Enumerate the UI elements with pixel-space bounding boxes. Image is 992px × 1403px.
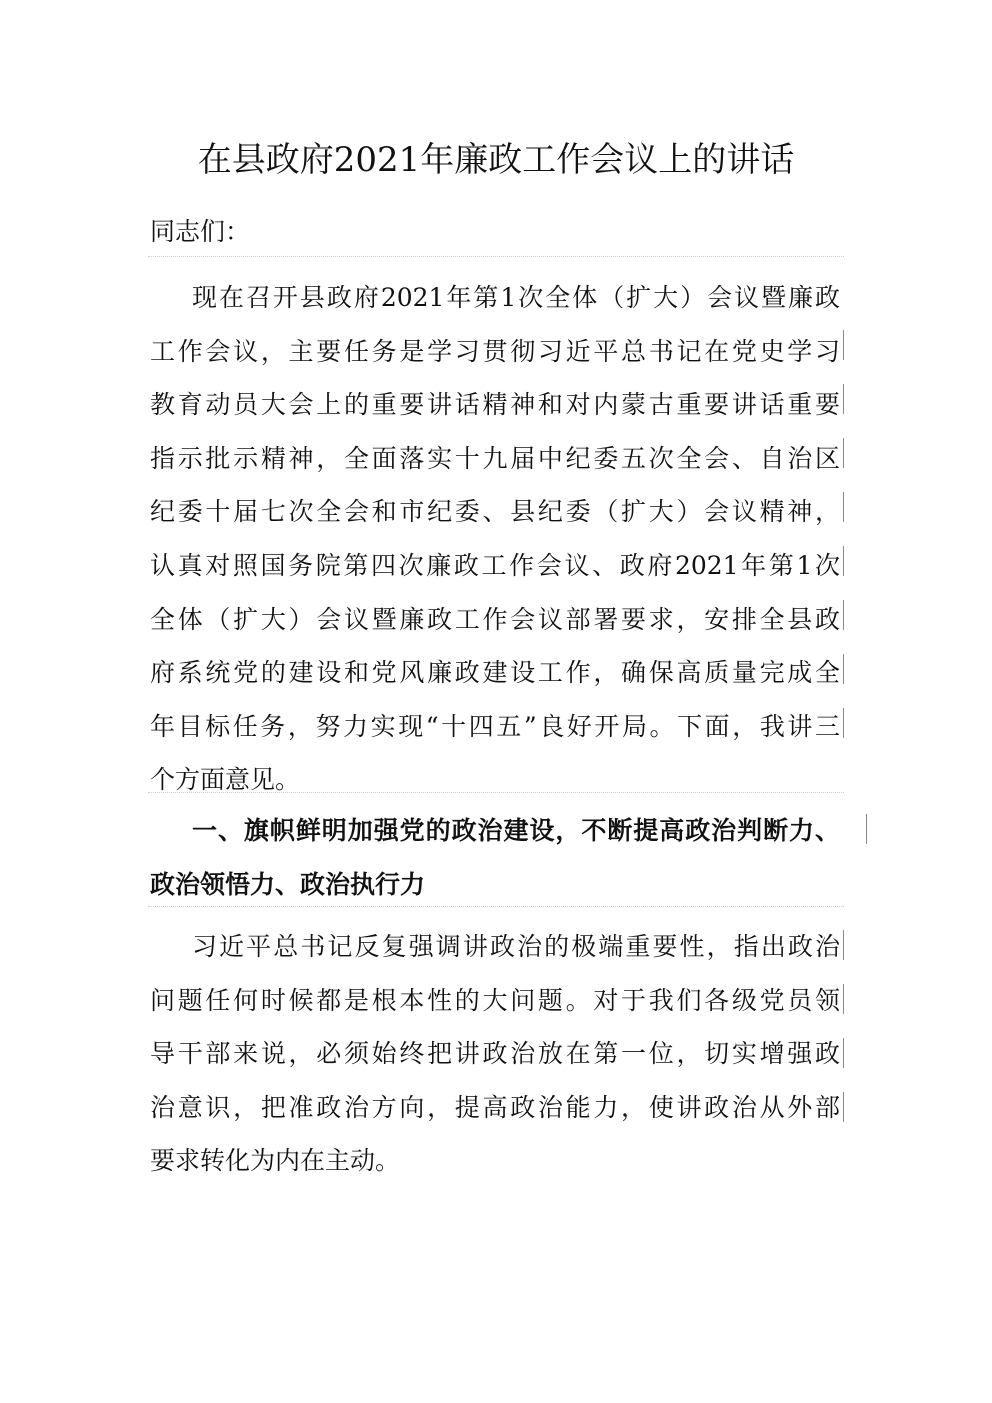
margin-mark xyxy=(843,330,844,360)
margin-mark xyxy=(843,438,844,468)
paragraph-line: 治意识，把准政治方向，提高政治能力，使讲政治从外部 xyxy=(150,1092,840,1122)
divider xyxy=(148,792,844,793)
section-heading xyxy=(150,804,840,911)
paragraph-line: 导干部来说，必须始终把讲政治放在第一位，切实增强政 xyxy=(150,1039,840,1069)
paragraph-line: 现在召开县政府2021年第1次全体（扩大）会议暨廉政 xyxy=(192,283,840,312)
margin-mark xyxy=(843,546,844,576)
margin-mark xyxy=(843,984,844,1014)
paragraph-line: 纪委十届七次全会和市纪委、县纪委（扩大）会议精神， xyxy=(150,497,840,527)
divider xyxy=(148,906,844,907)
paragraph-line: 认真对照国务院第四次廉政工作会议、政府2021年第1次 xyxy=(150,550,840,580)
heading-line: 政治领悟力、政治执行力 xyxy=(150,869,426,899)
margin-mark xyxy=(843,492,844,522)
document-title: 在县政府2021年廉政工作会议上的讲话 xyxy=(197,140,795,180)
paragraph-intro xyxy=(150,271,840,807)
paragraph-line: 全体（扩大）会议暨廉政工作会议部署要求，安排全县政 xyxy=(150,604,840,634)
margin-mark xyxy=(843,708,844,738)
paragraph-line: 府系统党的建设和党风廉政建设工作，确保高质量完成全 xyxy=(150,658,840,688)
margin-mark xyxy=(843,1092,844,1122)
margin-mark xyxy=(843,1038,844,1068)
margin-mark xyxy=(866,814,867,844)
margin-mark xyxy=(843,600,844,630)
paragraph-line: 年目标任务，努力实现“十四五”良好开局。下面，我讲三 xyxy=(150,711,840,741)
paragraph-line: 指示批示精神，全面落实十九届中纪委五次全会、自治区 xyxy=(150,443,840,473)
paragraph-line: 问题任何时候都是根本性的大问题。对于我们各级党员领 xyxy=(150,985,840,1015)
paragraph-line: 个方面意见。 xyxy=(150,765,301,795)
paragraph-line: 要求转化为内在主动。 xyxy=(150,1146,401,1176)
paragraph-line: 工作会议，主要任务是学习贯彻习近平总书记在党史学习 xyxy=(150,336,840,366)
margin-mark xyxy=(843,384,844,414)
paragraph-line: 教育动员大会上的重要讲话精神和对内蒙古重要讲话重要 xyxy=(150,390,840,420)
paragraph-body xyxy=(150,920,840,1188)
divider xyxy=(148,256,844,257)
heading-line: 一、旗帜鲜明加强党的政治建设，不断提高政治判断力、 xyxy=(192,816,840,845)
salutation: 同志们： xyxy=(150,217,251,246)
margin-mark xyxy=(843,654,844,684)
paragraph-line: 习近平总书记反复强调讲政治的极端重要性，指出政治 xyxy=(192,932,840,961)
margin-mark xyxy=(843,930,844,960)
